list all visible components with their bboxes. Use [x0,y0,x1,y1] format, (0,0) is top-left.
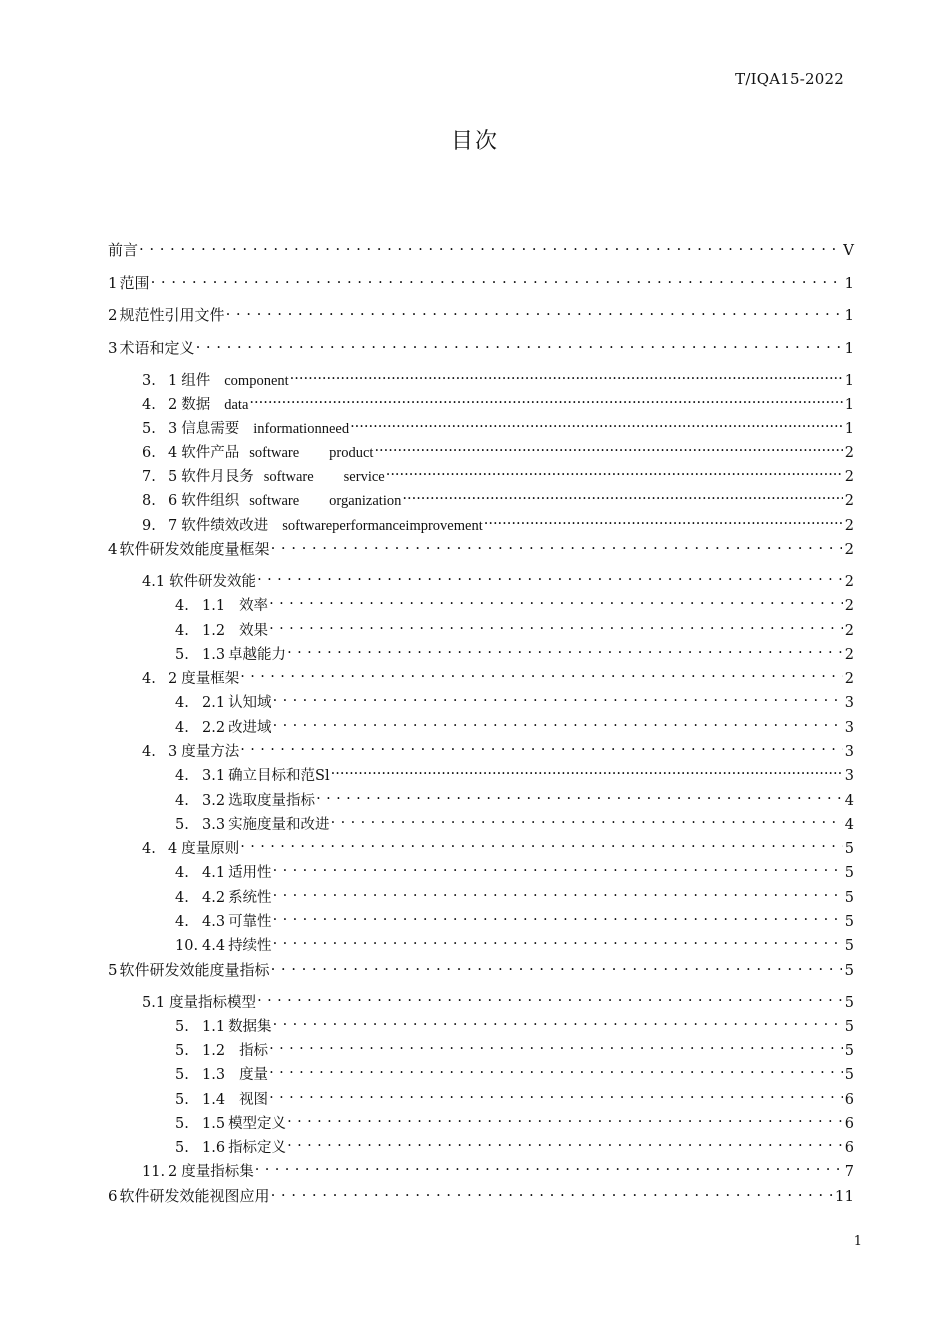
toc-entry-page-number: 5 [844,865,854,881]
toc-entry-label [175,596,268,616]
toc-entry[interactable] [108,268,854,292]
toc-entry-subnumber: 3 [168,421,178,437]
toc-entry[interactable] [175,590,854,614]
toc-entry-label [175,645,286,665]
toc-entry[interactable] [142,1156,854,1180]
toc-entry-title: 度量指标集 [181,1164,254,1180]
toc-entry-page-number: 7 [844,1164,854,1180]
toc-entry-number: 3. [142,373,156,389]
toc-entry-label [108,1186,270,1206]
toc-dot-leader [268,615,843,635]
toc-entry-subnumber: 2.1 [202,695,226,711]
toc-entry-label [142,572,256,592]
toc-entry[interactable] [175,930,854,954]
toc-entry-title: 卓越能力 [228,647,287,663]
toc-entry-title: 术语和定义 [119,339,195,357]
toc-entry-page-number: 5 [844,914,854,930]
toc-entry-label [142,371,289,391]
toc-entry-subnumber: 1.2 [202,1043,226,1059]
toc-entry-title: 软件研发效能 [169,574,257,590]
toc-entry-page-number: 2 [844,598,854,614]
toc-entry-title: 范围 [119,274,150,292]
toc-entry-title: 软件产品 [181,445,240,461]
toc-entry-label [175,1017,272,1037]
document-header-code: T/IQA15-2022 [735,70,844,88]
toc-entry-label [175,1041,268,1061]
toc-entry-label [142,993,256,1013]
toc-entry-title: 模型定义 [228,1116,287,1132]
toc-entry-label [175,1114,286,1134]
toc-entry[interactable] [175,687,854,711]
toc-entry-label [142,395,248,415]
toc-entry-label [175,718,272,738]
toc-entry[interactable] [142,365,854,389]
toc-entry-label [175,863,272,883]
toc-entry[interactable] [108,300,854,324]
toc-dot-leader [268,1059,843,1079]
toc-entry-label [175,1090,268,1110]
toc-entry-page-number: 1 [844,306,854,324]
toc-entry[interactable] [175,1084,854,1108]
toc-dot-leader [401,485,842,505]
toc-entry-english-term: service [343,469,385,485]
toc-entry-label [108,338,195,358]
toc-dot-leader [248,389,842,409]
toc-dot-leader [239,736,843,756]
toc-entry[interactable] [175,1011,854,1035]
toc-entry-page-number: 5 [844,841,854,857]
toc-entry[interactable] [142,510,854,534]
toc-entry-title: 数据集 [228,1019,272,1035]
toc-entry-english-term: data [224,397,249,413]
toc-dot-leader [268,1084,843,1104]
toc-entry-subnumber: 4.2 [202,890,226,906]
toc-entry[interactable] [175,1132,854,1156]
toc-entry-title: 确立目标和范Sl [228,768,330,784]
toc-entry-page-number: 1 [844,421,854,437]
toc-entry-page-number: 1 [844,397,854,413]
toc-dot-leader [272,857,843,877]
toc-entry-number: 5. [175,1116,189,1132]
toc-entry-title: 可靠性 [228,914,272,930]
toc-entry-number: 6 [108,1187,118,1205]
toc-entry[interactable] [142,566,854,590]
toc-dot-leader [289,365,843,385]
toc-title: 目次 [450,129,499,154]
toc-entry-title: 软件研发效能度量框架 [119,540,270,558]
toc-dot-leader [330,760,843,780]
toc-dot-leader [286,1108,843,1128]
toc-entry-number: 5. [175,1019,189,1035]
toc-entry-page-number: 5 [844,1043,854,1059]
toc-entry-title: 系统性 [228,890,272,906]
toc-entry-page-number: 3 [844,744,854,760]
toc-entry-number: 4. [175,890,189,906]
toc-dot-leader [268,1035,843,1055]
toc-entry-number: 5. [175,1092,189,1108]
toc-entry-title: 软件研发效能视图应用 [119,1187,270,1205]
toc-entry-title: 指标定义 [228,1140,287,1156]
toc-entry-subnumber: 5 [168,469,178,485]
toc-entry[interactable] [142,987,854,1011]
toc-entry-page-number: 2 [844,647,854,663]
toc-entry-number: 5. [175,1067,189,1083]
toc-entry-subnumber: 3.2 [202,793,226,809]
toc-entry-page-number: 2 [844,671,854,687]
toc-dot-leader [254,1156,843,1176]
toc-dot-leader [373,437,842,457]
toc-entry-label [175,888,272,908]
toc-dot-leader [286,639,843,659]
toc-entry-number: 5. [175,1140,189,1156]
toc-entry[interactable] [142,833,854,857]
toc-entry-subnumber: 5.1 [142,995,166,1011]
toc-entry-page-number: 2 [844,445,854,461]
toc-entry[interactable] [175,1035,854,1059]
toc-entry-subnumber: 1.3 [202,1067,226,1083]
toc-entry-number: 7. [142,469,156,485]
toc-entry-label [175,912,272,932]
toc-entry-number: 4. [175,598,189,614]
toc-dot-leader [268,590,843,610]
toc-entry-english-term: software [263,469,314,485]
toc-entry-subnumber: 1.4 [202,1092,226,1108]
toc-entry[interactable] [108,333,854,357]
toc-entry-page-number: 5 [844,938,854,954]
toc-dot-leader [270,1181,833,1201]
toc-entry[interactable] [108,955,854,979]
toc-entry[interactable] [175,1059,854,1083]
toc-entry-number: 5. [175,647,189,663]
toc-entry-page-number: 3 [844,720,854,736]
toc-entry-page-number: 11 [834,1187,854,1205]
toc-entry-number: 4 [108,540,118,558]
toc-entry-label [175,693,272,713]
toc-entry-label [142,491,401,511]
toc-dot-leader [286,1132,843,1152]
toc-entry-subnumber: 2.2 [202,720,226,736]
toc-dot-leader [272,906,843,926]
toc-entry-title: 软件绩效改进 [181,518,269,534]
toc-entry-number: 5. [175,1043,189,1059]
toc-entry-number: 9. [142,518,156,534]
toc-dot-leader [150,268,843,288]
toc-entry-page-number: 2 [844,540,854,558]
toc-entry-label [108,240,138,260]
toc-entry-label [175,1138,286,1158]
toc-entry-page-number: 3 [844,695,854,711]
toc-entry-number: 8. [142,493,156,509]
toc-entry-title: 持续性 [228,938,272,954]
toc-entry-page-number: 4 [844,793,854,809]
toc-entry-number: 5. [142,421,156,437]
toc-entry[interactable] [142,461,854,485]
toc-entry[interactable] [175,785,854,809]
toc-entry-title: 选取度量指标 [228,793,316,809]
toc-entry-label [142,669,239,689]
toc-entry[interactable] [142,437,854,461]
toc-entry-page-number: 5 [844,1019,854,1035]
toc-entry-subnumber: 7 [168,518,178,534]
toc-dot-leader [315,785,843,805]
toc-entry-english-term: component [224,373,289,389]
toc-entry-title: 度量 [239,1067,269,1083]
toc-entry-label [142,443,373,463]
toc-entry-label [142,467,385,487]
toc-entry-english-term: informationneed [253,421,350,437]
toc-entry-subnumber: 1.1 [202,598,226,614]
toc-entry-label [175,815,330,835]
toc-entry-title: 度量方法 [181,744,240,760]
toc-entry-page-number: 5 [844,1067,854,1083]
toc-entry[interactable] [108,1181,854,1205]
toc-entry-english-term: software [249,445,300,461]
toc-entry-number: 5 [108,961,118,979]
toc-entry-english-term: product [329,445,374,461]
toc-entry-title: 数据 [181,397,211,413]
toc-dot-leader [385,461,843,481]
toc-dot-leader [256,566,843,586]
toc-entry-page-number: 2 [844,574,854,590]
toc-entry-subnumber: 1.2 [202,623,226,639]
toc-entry-subnumber: 4 [168,841,178,857]
toc-entry-subnumber: 2 [168,671,178,687]
toc-entry[interactable] [142,736,854,760]
toc-entry[interactable] [108,534,854,558]
toc-entry-title: 规范性引用文件 [119,306,225,324]
toc-dot-leader [270,955,843,975]
toc-entry-page-number: 2 [844,469,854,485]
toc-entry-label [108,539,270,559]
toc-entry-subnumber: 1.3 [202,647,226,663]
toc-entry-number: 4. [142,397,156,413]
toc-entry-title: 指标 [239,1043,269,1059]
toc-entry-english-term: softwareperformanceimprovement [282,518,483,534]
toc-entry[interactable] [142,413,854,437]
toc-entry-label [175,621,268,641]
toc-entry-number: 11. [142,1164,166,1180]
toc-entry-label [108,305,225,325]
toc-entry-label [142,742,239,762]
toc-entry-label [175,1065,268,1085]
toc-dot-leader [270,534,843,554]
toc-entry-title: 改进域 [228,720,272,736]
toc-entry-subnumber: 4 [168,445,178,461]
toc-dot-leader [138,235,841,255]
toc-dot-leader [483,510,843,530]
toc-entry-title: 软件月艮务 [181,469,254,485]
toc-dot-leader [272,712,843,732]
toc-entry-subnumber: 6 [168,493,178,509]
toc-entry-page-number: 3 [844,768,854,784]
toc-entry[interactable] [142,389,854,413]
toc-entry-number: 4. [175,720,189,736]
toc-entry-english-term: organization [329,493,402,509]
toc-entry[interactable] [175,639,854,663]
toc-entry-page-number: 5 [844,995,854,1011]
toc-entry[interactable] [108,235,854,259]
toc-entry-label [142,839,239,859]
toc-entry-number: 4. [175,914,189,930]
toc-entry-subnumber: 1.5 [202,1116,226,1132]
toc-entry-subnumber: 3.1 [202,768,226,784]
toc-entry-title: 认知域 [228,695,272,711]
toc-entry-subnumber: 4.4 [202,938,226,954]
toc-dot-leader [272,687,843,707]
toc-entry-page-number: 6 [844,1140,854,1156]
toc-entry-label [142,419,349,439]
toc-entry[interactable] [175,882,854,906]
toc-entry-label [175,936,272,956]
toc-entry-page-number: 2 [844,623,854,639]
toc-entry-number: 4. [175,865,189,881]
toc-entry-title: 实施度量和改进 [228,817,330,833]
toc-entry-label [175,766,330,786]
toc-entry-label [108,273,150,293]
toc-entry-title: 效率 [239,598,269,614]
toc-entry-title: 效果 [239,623,269,639]
toc-entry-subnumber: 4.1 [142,574,166,590]
toc-entry-number: 3 [108,339,118,357]
toc-entry-subnumber: 1 [168,373,178,389]
page-number: 1 [853,1234,862,1249]
toc-entry-title: 组件 [181,373,211,389]
toc-entry[interactable] [175,760,854,784]
toc-entry-label [142,516,483,536]
toc-entry-title: 视图 [239,1092,269,1108]
toc-entry-number: 2 [108,306,118,324]
toc-entry-page-number: 4 [844,817,854,833]
toc-entry-subnumber: 2 [168,397,178,413]
toc-entry-title: 适用性 [228,865,272,881]
toc-entry-number: 1 [108,274,118,292]
toc-dot-leader [225,300,843,320]
toc-dot-leader [272,930,843,950]
toc-entry-number: 4. [142,671,156,687]
toc-dot-leader [195,333,843,353]
toc-dot-leader [272,882,843,902]
toc-entry-page-number: 5 [844,890,854,906]
toc-entry-title: 度量原则 [181,841,240,857]
toc-entry[interactable] [142,485,854,509]
toc-dot-leader [239,833,843,853]
toc-entry[interactable] [175,857,854,881]
toc-dot-leader [272,1011,843,1031]
toc-entry-subnumber: 3.3 [202,817,226,833]
toc-entry-page-number: 5 [844,961,854,979]
toc-entry-subnumber: 4.1 [202,865,226,881]
toc-entry-page-number: 2 [844,518,854,534]
toc-entry-number: 4. [175,768,189,784]
toc-entry-title: 信息需要 [181,421,240,437]
toc-entry-page-number: V [843,241,854,259]
toc-entry-label [108,960,270,980]
toc-entry-number: 5. [175,817,189,833]
toc-entry[interactable] [175,809,854,833]
toc-entry[interactable] [175,615,854,639]
toc-dot-leader [349,413,843,433]
toc-entry-title: 软件组织 [181,493,240,509]
toc-entry[interactable] [175,712,854,736]
toc-entry-number: 4. [175,695,189,711]
toc-entry-page-number: 1 [844,274,854,292]
toc-entry-subnumber: 4.3 [202,914,226,930]
toc-entry-page-number: 2 [844,493,854,509]
toc-entry-number: 4. [175,623,189,639]
toc-dot-leader [256,987,843,1007]
toc-entry-subnumber: 1.6 [202,1140,226,1156]
toc-entry-english-term: software [249,493,300,509]
toc-entry-number: 4. [175,793,189,809]
toc-entry-number: 4. [142,841,156,857]
toc-entry-title: 度量指标模型 [169,995,257,1011]
toc-entry[interactable] [142,663,854,687]
toc-entry[interactable] [175,1108,854,1132]
toc-entry-page-number: 6 [844,1092,854,1108]
toc-entry-subnumber: 1.1 [202,1019,226,1035]
toc-entry-page-number: 1 [844,339,854,357]
toc-entry-subnumber: 3 [168,744,178,760]
toc-dot-leader [239,663,843,683]
toc-entry-subnumber: 2 [168,1164,178,1180]
toc-entry-page-number: 6 [844,1116,854,1132]
toc-dot-leader [330,809,843,829]
toc-entry-number: 10. [175,938,199,954]
toc-entry-title: 前言 [108,241,139,259]
toc-entry-page-number: 1 [844,373,854,389]
toc-entry-number: 4. [142,744,156,760]
toc-entry-title: 软件研发效能度量指标 [119,961,270,979]
toc-entry-label [142,1162,254,1182]
toc-entry-title: 度量框架 [181,671,240,687]
toc-entry[interactable] [175,906,854,930]
toc-entry-number: 6. [142,445,156,461]
toc-entry-label [175,791,315,811]
